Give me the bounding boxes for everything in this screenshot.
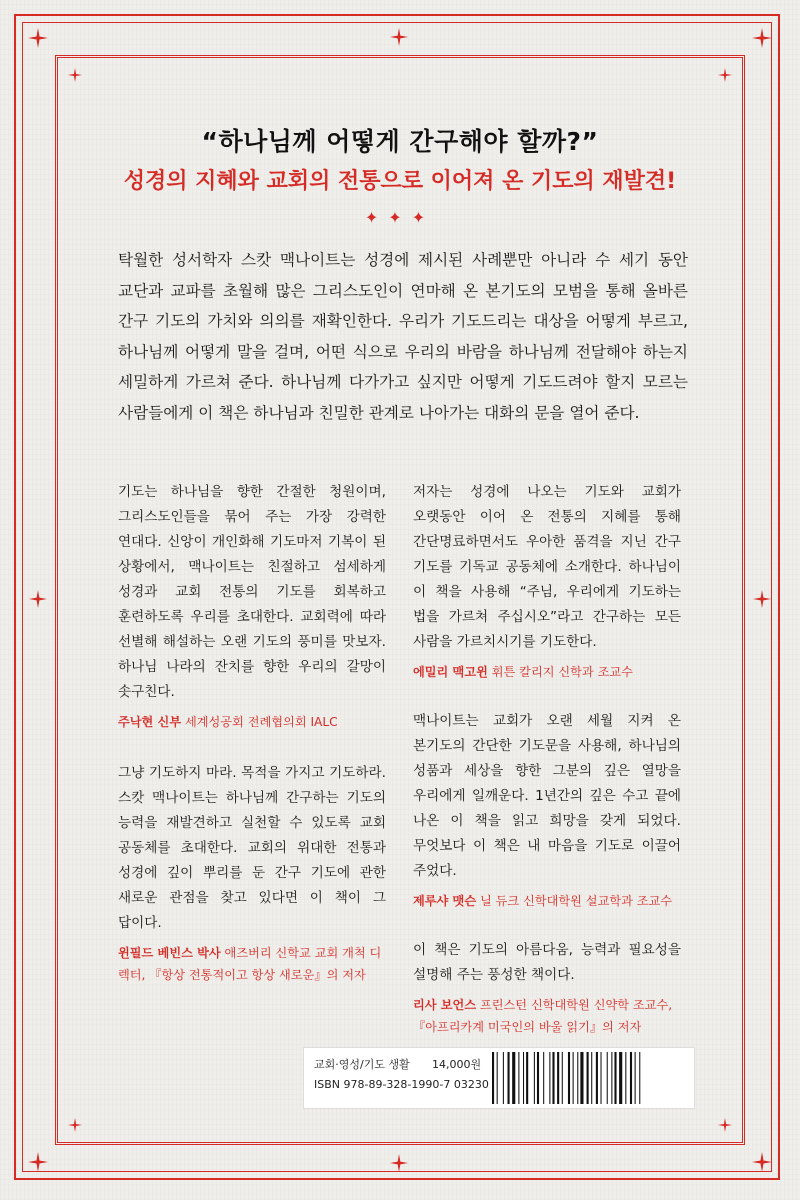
barcode-bar — [577, 1052, 578, 1104]
barcode-bar — [580, 1052, 583, 1104]
review-block — [413, 480, 681, 683]
barcode-bar — [526, 1052, 528, 1104]
corner-star-icon — [752, 1152, 772, 1172]
category-label: 교회·영성/기도 생활 — [314, 1058, 410, 1071]
reviewer-role: 프린스턴 신학대학원 신약학 조교수, 『아프리카계 미국인의 바울 읽기』의 저자 — [413, 998, 673, 1034]
reviewer-role: 휘튼 칼리지 신학과 조교수 — [491, 665, 633, 679]
barcode-bar — [552, 1052, 554, 1104]
review-text: 그냥 기도하지 마라. 목적을 가지고 기도하라. 스캇 맥나이트는 하나님께 간구하는 기도의 능력을 재발견하고 실천할 수 있도록 교회 공동체를 초대한다. 교회의 위대한 전통과 성경에 깊이 뿌리를 둔 간구 기도에 관한 새로운 관점을 찾고 있다면 이 책이 그 답이다. — [118, 765, 386, 931]
edge-star-icon — [390, 28, 408, 46]
review-text: 기도는 하나님을 향한 간절한 청원이며, 그리스도인들을 묶어 주는 가장 강력한 연대다. 신앙이 개인화해 기도마저 기복이 된 상황에서, 맥나이트는 친절하고 섬세하게 성경과 교회 전통의 기도를 회복하고 훈련하도록 우리를 초대한다. 교회력에 따라 선별해 해설하는 오랜 기도의 풍미를 맛보자. 하나님 나라의 잔치를 향한 우리의 갈망이 솟구친다. — [118, 484, 386, 700]
review-credit — [118, 711, 386, 733]
barcode-bar — [619, 1052, 622, 1104]
barcode-bar — [549, 1052, 550, 1104]
barcode-bar — [534, 1052, 535, 1104]
quote-heading: “하나님께 어떻게 간구해야 할까?” — [201, 127, 599, 156]
barcode-bar — [523, 1052, 524, 1104]
barcode-bar — [518, 1052, 519, 1104]
barcode-bar — [601, 1052, 602, 1104]
corner-star-icon — [752, 28, 772, 48]
corner-star-icon — [28, 28, 48, 48]
barcode-bar — [614, 1052, 616, 1104]
reviews-left-column — [118, 480, 386, 1003]
barcode-bar — [607, 1052, 608, 1104]
edge-star-icon — [753, 590, 771, 608]
reviews-right-column — [413, 480, 681, 1055]
barcode-bar — [562, 1052, 563, 1104]
barcode-bar — [503, 1052, 504, 1104]
barcode-box — [303, 1047, 695, 1109]
reviewer-role: 닐 듀크 신학대학원 설교학과 조교수 — [479, 894, 673, 908]
barcode-bar — [587, 1052, 589, 1104]
subtitle: 성경의 지혜와 교회의 전통으로 이어져 온 기도의 재발견! — [123, 169, 677, 194]
review-block — [413, 938, 681, 1038]
inner-corner-star-icon — [68, 1118, 82, 1132]
review-text: 저자는 성경에 나오는 기도와 교회가 오랫동안 이어 온 전통의 지혜를 통해 간단명료하면서도 우아한 품격을 지닌 간구 기도를 기독교 공동체에 소개한다. 하나님이 이 책을 사용해 “주님, 우리에게 기도하는 법을 가르쳐 주십시오”라고 간구하는 모든 사람을 가르치시기를 기도한다. — [413, 484, 681, 650]
intro-paragraph: 탁월한 성서학자 스캇 맥나이트는 성경에 제시된 사례뿐만 아니라 수 세기 동안 교단과 교파를 초월해 많은 그리스도인이 연마해 온 본기도의 모범을 통해 올바른 간구 기도의 가치와 의의를 재확인한다. 우리가 기도드리는 대상을 어떻게 부르고, 하나님께 어떻게 말을 걸며, 어떤 식으로 우리의 바람을 하나님께 전달해야 하는지 세밀하게 가르쳐 준다. 하나님께 다가가고 싶지만 어떻게 기도드려야 할지 모르는 사람들에게 이 책은 하나님과 친밀한 관계로 나아가는 대화의 문을 열어 준다. — [118, 251, 688, 422]
barcode-icon — [492, 1052, 688, 1104]
barcode-bar — [573, 1052, 574, 1104]
review-credit — [413, 994, 681, 1038]
barcode-bar — [625, 1052, 626, 1104]
reviewer-role: 애즈버리 신학교 교회 개척 디렉터, 『항상 전통적이고 항상 새로운』의 저자 — [118, 946, 382, 982]
inner-corner-star-icon — [718, 1118, 732, 1132]
corner-star-icon — [28, 1152, 48, 1172]
barcode-bar — [543, 1052, 544, 1104]
barcode-bar — [508, 1052, 510, 1104]
reviewer-name: 리사 보언스 — [413, 998, 477, 1012]
reviewer-role: 세계성공회 전례협의회 IALC — [184, 715, 338, 729]
review-credit — [413, 890, 681, 912]
review-credit — [118, 942, 386, 986]
barcode-bar — [639, 1052, 640, 1104]
isbn-label: ISBN 978-89-328-1990-7 03230 — [314, 1078, 489, 1091]
ornament-stars-icon: ✦✦✦ — [364, 208, 436, 227]
barcode-bar — [557, 1052, 559, 1104]
review-text: 이 책은 기도의 아름다움, 능력과 필요성을 설명해 주는 풍성한 책이다. — [413, 942, 681, 983]
reviewer-name: 제루샤 맷슨 — [413, 894, 477, 908]
review-text: 맥나이트는 교회가 오랜 세월 지켜 온 본기도의 간단한 기도문을 사용해, 하나님의 성품과 세상을 향한 그분의 깊은 열망을 우리에게 일깨운다. 1년간의 깊은 수고 끝에 나온 이 책을 읽고 희망을 갖게 되었다. 무엇보다 이 책은 내 마음을 기도로 이끌어 주었다. — [413, 713, 681, 879]
review-credit — [413, 661, 681, 683]
price-label: 14,000원 — [432, 1058, 482, 1071]
review-block — [413, 709, 681, 912]
review-block — [118, 480, 386, 733]
review-block — [118, 761, 386, 986]
barcode-bar — [512, 1052, 515, 1104]
reviewer-name: 에밀리 맥고윈 — [413, 665, 488, 679]
inner-corner-star-icon — [68, 68, 82, 82]
reviewer-name: 윈필드 베빈스 박사 — [118, 946, 221, 960]
barcode-bar — [596, 1052, 598, 1104]
edge-star-icon — [390, 1154, 408, 1172]
barcode-bar — [611, 1052, 612, 1104]
barcode-bar — [635, 1052, 636, 1104]
barcode-bar — [630, 1052, 632, 1104]
barcode-bar — [492, 1052, 494, 1104]
barcode-bar — [497, 1052, 498, 1104]
edge-star-icon — [29, 590, 47, 608]
barcode-bar — [568, 1052, 570, 1104]
reviewer-name: 주낙현 신부 — [118, 715, 182, 729]
barcode-bar — [591, 1052, 592, 1104]
inner-corner-star-icon — [718, 68, 732, 82]
barcode-bar — [537, 1052, 539, 1104]
